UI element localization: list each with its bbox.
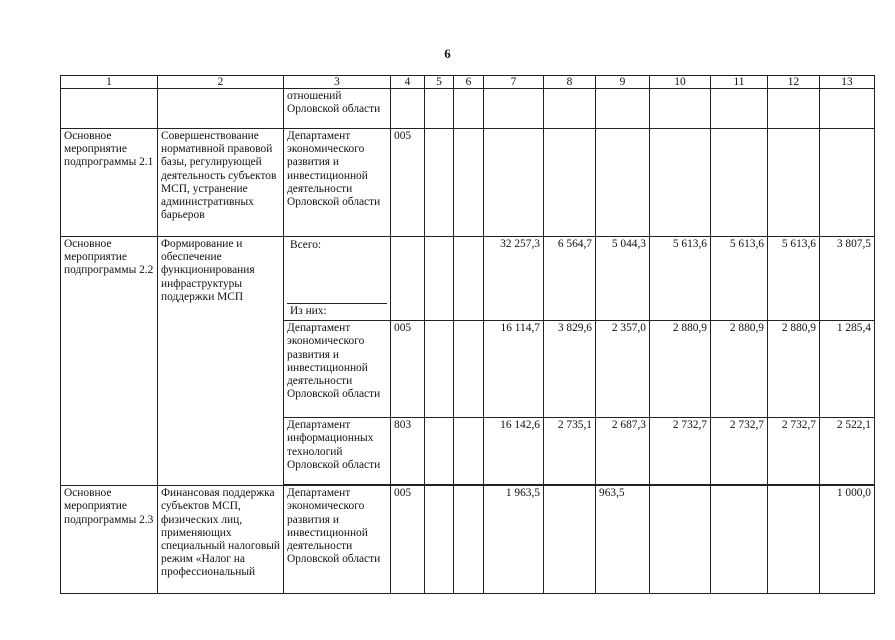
value-cell: 32 257,3 (484, 237, 544, 321)
program-table (60, 75, 875, 594)
value-cell: 3 807,5 (820, 237, 875, 321)
value-cell: 5 613,6 (768, 237, 820, 321)
measure-cell: Основное мероприятие подпрограммы 2.3 (61, 486, 158, 594)
value-cell: 2 357,0 (596, 321, 650, 418)
code-cell: 005 (391, 486, 425, 594)
executor-cell: Департамент экономического развития и инвестиционной деятельности Орловской области (284, 129, 391, 237)
table-row-continued (61, 89, 875, 129)
total-cell (284, 237, 391, 321)
header-cell: 11 (711, 76, 768, 89)
value-cell: 2 880,9 (768, 321, 820, 418)
header-cell: 8 (544, 76, 596, 89)
value-cell: 2 732,7 (768, 418, 820, 485)
value-cell: 963,5 (596, 486, 650, 594)
value-cell: 1 963,5 (484, 486, 544, 594)
header-cell: 5 (425, 76, 454, 89)
value-cell: 16 142,6 (484, 418, 544, 485)
header-row (61, 76, 875, 89)
value-cell: 1 000,0 (820, 486, 875, 594)
header-cell: 10 (650, 76, 711, 89)
value-cell: 2 880,9 (650, 321, 711, 418)
name-cell: Финансовая поддержка субъектов МСП, физических лиц, применяющих специальный налоговый режим «Налог на профессиональный (158, 486, 284, 594)
header-cell: 3 (284, 76, 391, 89)
value-cell: 1 285,4 (820, 321, 875, 418)
code-cell: 803 (391, 418, 425, 485)
header-cell: 1 (61, 76, 158, 89)
value-cell: 2 732,7 (650, 418, 711, 485)
of-which-label: Из них: (287, 303, 387, 319)
executor-cell: Департамент экономического развития и инвестиционной деятельности Орловской области (284, 486, 391, 594)
header-cell: 4 (391, 76, 425, 89)
value-cell: 2 732,7 (711, 418, 768, 485)
header-cell: 2 (158, 76, 284, 89)
code-cell: 005 (391, 321, 425, 418)
value-cell: 2 735,1 (544, 418, 596, 485)
measure-cell: Основное мероприятие подпрограммы 2.1 (61, 129, 158, 237)
total-label: Всего: (290, 239, 322, 251)
value-cell: 16 114,7 (484, 321, 544, 418)
table-row-measure-2-3 (61, 486, 875, 594)
value-cell: 5 613,6 (711, 237, 768, 321)
value-cell: 2 687,3 (596, 418, 650, 485)
value-cell: 6 564,7 (544, 237, 596, 321)
header-cell: 12 (768, 76, 820, 89)
value-cell: 2 522,1 (820, 418, 875, 485)
measure-cell: Основное мероприятие подпрограммы 2.2 (61, 237, 158, 486)
value-cell: 5 044,3 (596, 237, 650, 321)
value-cell: 3 829,6 (544, 321, 596, 418)
name-cell: Формирование и обеспечение функционирования инфраструктуры поддержки МСП (158, 237, 284, 486)
name-cell: Совершенствование нормативной правовой базы, регулирующей деятельность субъектов МСП, устранение административных барьеров (158, 129, 284, 237)
code-cell: 005 (391, 129, 425, 237)
value-cell: 2 880,9 (711, 321, 768, 418)
executor-cell: Департамент информационных технологий Орловской области (284, 418, 391, 485)
header-cell: 6 (454, 76, 484, 89)
header-cell: 9 (596, 76, 650, 89)
header-cell: 7 (484, 76, 544, 89)
executor-cell: отношений Орловской области (284, 89, 391, 129)
page-number: 6 (444, 46, 451, 61)
table-row-measure-2-2-total (61, 237, 875, 321)
value-cell: 5 613,6 (650, 237, 711, 321)
header-cell: 13 (820, 76, 875, 89)
executor-cell: Департамент экономического развития и инвестиционной деятельности Орловской области (284, 321, 391, 418)
table-row-measure-2-1 (61, 129, 875, 237)
